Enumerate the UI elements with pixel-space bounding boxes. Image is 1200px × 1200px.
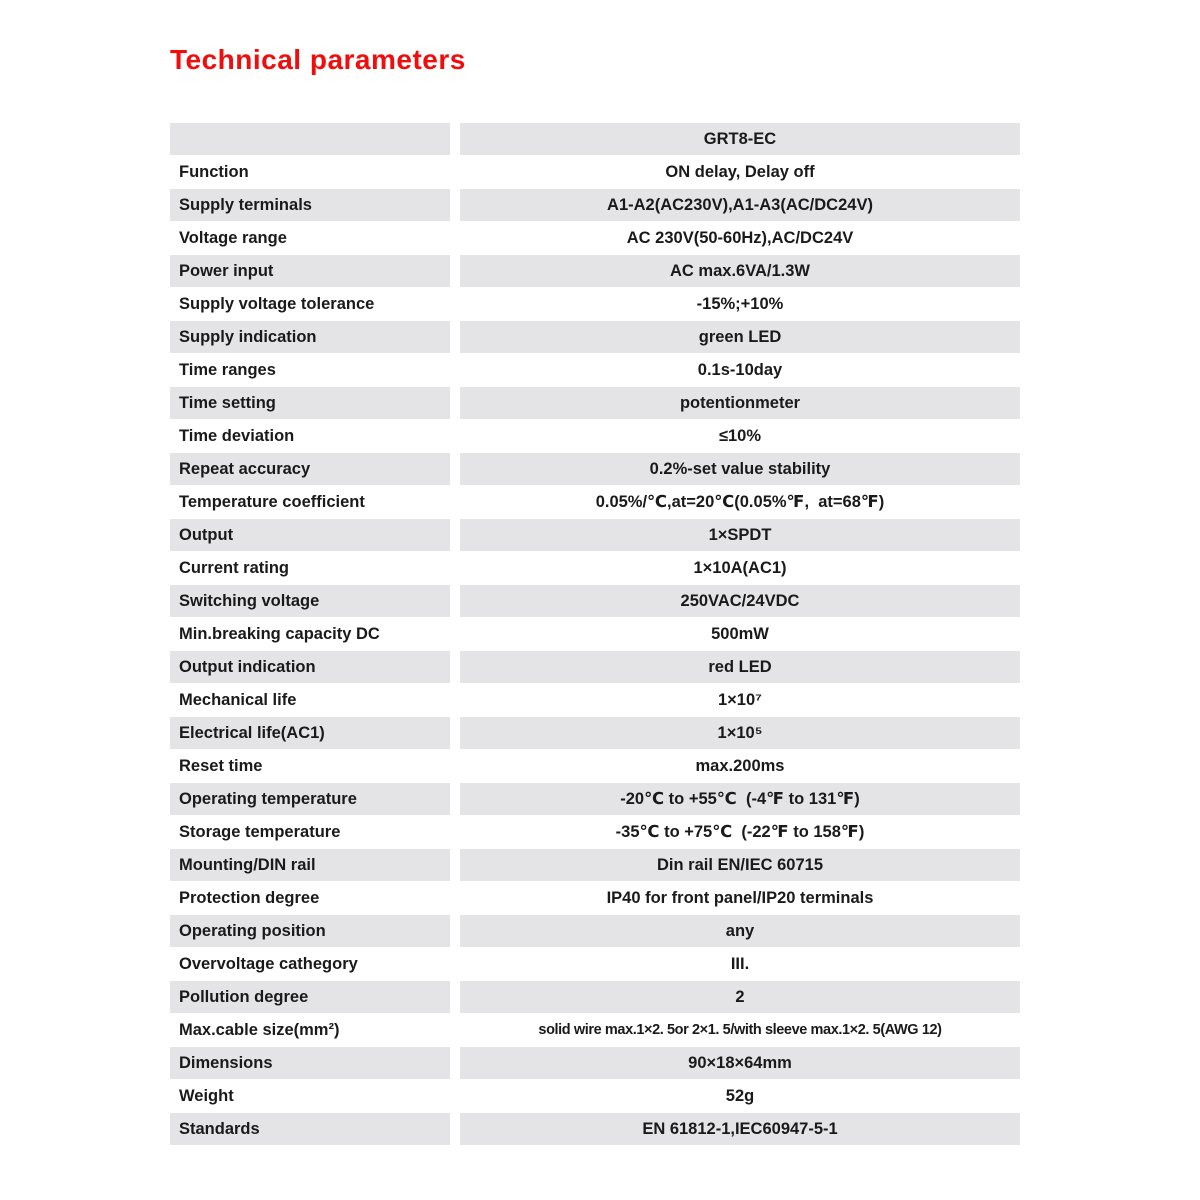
parameter-value: 90×18×64mm	[460, 1047, 1020, 1079]
table-header-row	[170, 123, 1020, 155]
table-row	[170, 1047, 1020, 1079]
table-row	[170, 420, 1020, 452]
parameter-value: A1-A2(AC230V),A1-A3(AC/DC24V)	[460, 189, 1020, 221]
table-row	[170, 1014, 1020, 1046]
table-row	[170, 750, 1020, 782]
parameter-value: ON delay, Delay off	[665, 162, 815, 181]
parameter-value: 0.05%/℃,at=20℃(0.05%℉, at=68℉)	[595, 493, 885, 511]
parameter-name: Output	[170, 519, 450, 551]
parameter-value: ≤10%	[718, 426, 762, 445]
parameter-name: Weight	[179, 1086, 234, 1105]
parameter-name: Repeat accuracy	[170, 453, 450, 485]
table-row	[170, 651, 1020, 683]
table-row	[170, 849, 1020, 881]
parameter-value: GRT8-EC	[460, 123, 1020, 155]
parameter-value: red LED	[460, 651, 1020, 683]
parameter-name: Pollution degree	[170, 981, 450, 1013]
parameter-value: -20℃ to +55℃ (-4℉ to 131℉)	[460, 783, 1020, 815]
parameter-value: max.200ms	[695, 756, 785, 775]
table-row	[170, 288, 1020, 320]
parameter-name: Output indication	[170, 651, 450, 683]
parameter-value: 500mW	[711, 624, 769, 643]
parameter-name: Time setting	[170, 387, 450, 419]
table-row	[170, 1080, 1020, 1112]
table-row	[170, 618, 1020, 650]
parameter-value: -35℃ to +75℃ (-22℉ to 158℉)	[615, 823, 865, 841]
parameter-value: 0.1s-10day	[697, 360, 783, 379]
parameter-name: Electrical life(AC1)	[170, 717, 450, 749]
table-row	[170, 882, 1020, 914]
parameter-name: Voltage range	[179, 228, 287, 247]
parameter-name	[170, 123, 450, 155]
table-row	[170, 354, 1020, 386]
table-row	[170, 816, 1020, 848]
table-row	[170, 189, 1020, 221]
parameter-name: Max.cable size(mm²)	[179, 1020, 340, 1039]
table-row	[170, 948, 1020, 980]
table-row	[170, 156, 1020, 188]
parameter-value: EN 61812-1,IEC60947-5-1	[460, 1113, 1020, 1145]
parameter-name: Time deviation	[179, 426, 295, 445]
technical-parameters-table	[170, 123, 1020, 1146]
parameter-value: AC max.6VA/1.3W	[460, 255, 1020, 287]
parameter-value: 2	[460, 981, 1020, 1013]
parameter-value: 250VAC/24VDC	[460, 585, 1020, 617]
parameter-name: Operating temperature	[170, 783, 450, 815]
table-row	[170, 222, 1020, 254]
parameter-name: Dimensions	[170, 1047, 450, 1079]
table-row	[170, 717, 1020, 749]
parameter-name: Mounting/DIN rail	[170, 849, 450, 881]
table-row	[170, 684, 1020, 716]
table-row	[170, 321, 1020, 353]
table-row	[170, 255, 1020, 287]
parameter-value: any	[460, 915, 1020, 947]
parameter-value: 1×10A(AC1)	[693, 558, 787, 577]
parameter-name: Function	[179, 162, 249, 181]
parameter-name: Overvoltage cathegory	[179, 954, 358, 973]
parameter-value: 1×10⁷	[718, 690, 762, 709]
parameter-value: Din rail EN/IEC 60715	[460, 849, 1020, 881]
table-row	[170, 486, 1020, 518]
table-row	[170, 783, 1020, 815]
table-row	[170, 585, 1020, 617]
parameter-name: Reset time	[179, 756, 263, 775]
parameter-name: Operating position	[170, 915, 450, 947]
parameter-name: Current rating	[179, 558, 290, 577]
table-row	[170, 387, 1020, 419]
page-title: Technical parameters	[170, 44, 466, 75]
parameter-name: Supply terminals	[170, 189, 450, 221]
parameter-name: Time ranges	[179, 360, 276, 379]
table-row	[170, 1113, 1020, 1145]
parameter-value: potentionmeter	[460, 387, 1020, 419]
parameter-value: green LED	[460, 321, 1020, 353]
table-row	[170, 552, 1020, 584]
parameter-name: Standards	[170, 1113, 450, 1145]
table-row	[170, 519, 1020, 551]
parameter-value: 1×10⁵	[460, 717, 1020, 749]
parameter-name: Switching voltage	[170, 585, 450, 617]
parameter-value: III.	[730, 954, 750, 973]
parameter-name: Supply voltage tolerance	[179, 294, 375, 313]
parameter-name: Temperature coefficient	[179, 492, 365, 511]
parameter-name: Power input	[170, 255, 450, 287]
parameter-name: Storage temperature	[179, 822, 341, 841]
parameter-value: 0.2%-set value stability	[460, 453, 1020, 485]
parameter-name: Min.breaking capacity DC	[179, 624, 380, 643]
parameter-value: AC 230V(50-60Hz),AC/DC24V	[626, 228, 854, 247]
parameter-name: Mechanical life	[179, 690, 297, 709]
table-row	[170, 981, 1020, 1013]
parameter-value: solid wire max.1×2. 5or 2×1. 5/with sleeve max.1×2. 5(AWG 12)	[538, 1022, 942, 1038]
parameter-value: -15%;+10%	[696, 294, 784, 313]
parameter-value: IP40 for front panel/IP20 terminals	[606, 888, 874, 907]
parameter-name: Supply indication	[170, 321, 450, 353]
parameter-value: 52g	[725, 1086, 755, 1105]
table-row	[170, 453, 1020, 485]
parameter-value: 1×SPDT	[460, 519, 1020, 551]
parameter-name: Protection degree	[179, 888, 320, 907]
table-row	[170, 915, 1020, 947]
